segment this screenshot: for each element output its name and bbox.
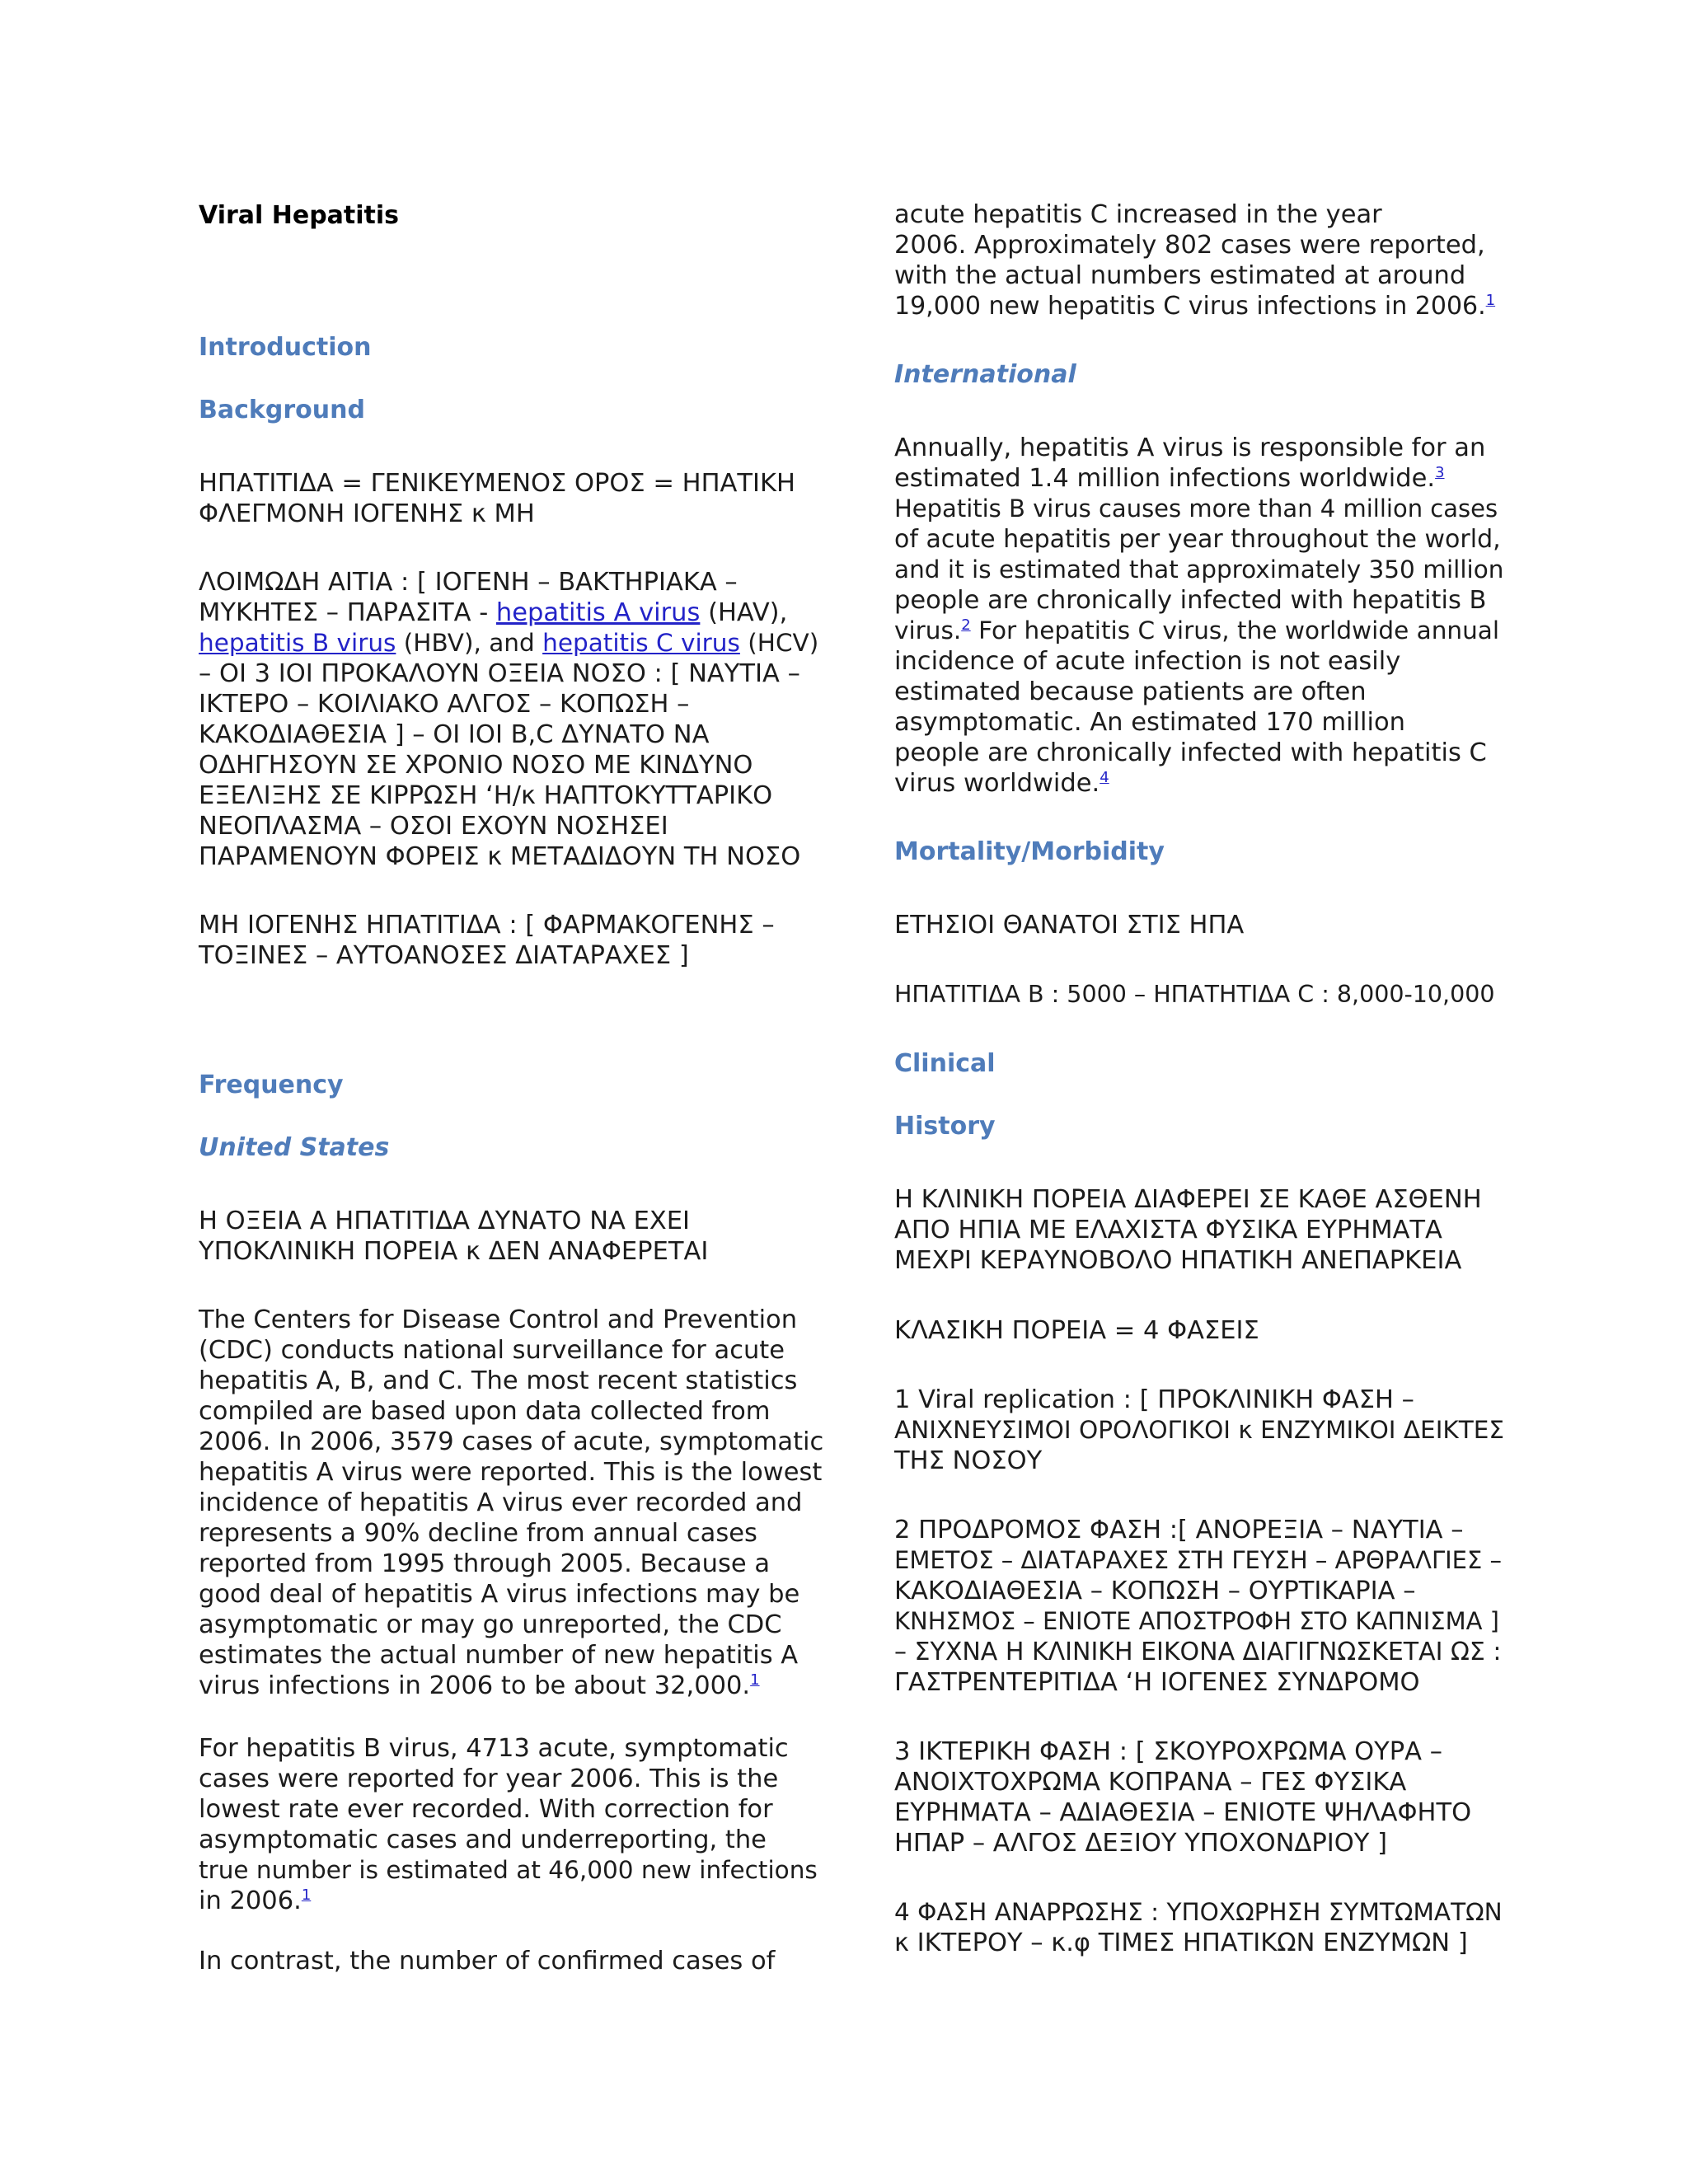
classic-course-line: ΚΛΑΣΙΚΗ ΠΟΡΕΙΑ = 4 ΦΑΣΕΙΣ [894,1316,1259,1345]
hbv-paragraph-line: lowest rate ever recorded. With correction for [199,1795,773,1824]
causes-line: ΕΞΕΛΙΞΗΣ ΣΕ ΚΙΡΡΩΣΗ ‘Η/κ ΗΑΠΤΟΚΥΤΤΑΡΙΚΟ [199,781,773,810]
link-hepatitis-a-virus[interactable]: hepatitis A virus [495,598,701,627]
phase-3-line: ΗΠΑΡ – ΑΛΓΟΣ ΔΕΞΙΟΥ ΥΠΟΧΟΝΔΡΙΟΥ ] [894,1829,1387,1858]
causes-line: – ΟΙ 3 ΙΟΙ ΠΡΟΚΑΛΟΥΝ ΟΞΕΙΑ ΝΟΣΟ : [ ΝΑΥΤΙΑ – [199,659,800,688]
contrast-line: In contrast, the number of confirmed cases of [199,1947,776,1975]
international-line: incidence of acute infection is not easily [894,647,1401,676]
deaths-line: ΕΤΗΣΙΟΙ ΘΑΝΑΤΟΙ ΣΤΙΣ ΗΠΑ [894,911,1245,940]
causes-line: hepatitis B virus (HBV), and hepatitis C virus (HCV) [199,629,819,657]
phase-1-line: 1 Viral replication : [ ΠΡΟΚΛΙΝΙΚΗ ΦΑΣΗ – [894,1385,1414,1414]
hcv-paragraph-line: 2006. Approximately 802 cases were reported, [894,231,1485,260]
hcv-paragraph-line: acute hepatitis C increased in the year [894,200,1382,229]
acute-hepatitis-line: Η ΟΞΕΙΑ Α ΗΠΑΤΙΤΙΔΑ ΔΥΝΑΤΟ ΝΑ ΕΧΕΙ [199,1207,691,1235]
phase-3-line: ΑΝΟΙΧΤΟΧΡΩΜΑ ΚΟΠΡΑΝΑ – ΓΕΣ ΦΥΣΙΚΑ [894,1768,1407,1797]
definition-line: ΗΠΑΤΙΤΙΔΑ = ΓΕΝΙΚΕΥΜΕΝΟΣ ΟΡΟΣ = ΗΠΑΤΙΚΗ [199,469,795,498]
footnote-link[interactable]: 3 [1435,463,1445,481]
causes-line: ΝΕΟΠΛΑΣΜΑ – ΟΣΟΙ ΕΧΟΥΝ ΝΟΣΗΣΕΙ [199,812,668,841]
deaths-line: ΗΠΑΤΙΤΙΔΑ Β : 5000 – ΗΠΑΤΗΤΙΔΑ C : 8,000-10,000 [894,981,1495,1008]
phase-3-line: ΕΥΡΗΜΑΤΑ – ΑΔΙΑΘΕΣΙΑ – ΕΝΙΟΤΕ ΨΗΛΑΦΗΤΟ [894,1798,1472,1827]
causes-line: ΠΑΡΑΜΕΝΟΥΝ ΦΟΡΕΙΣ κ ΜΕΤΑΔΙΔΟΥΝ ΤΗ ΝΟΣΟ [199,842,801,871]
heading-frequency: Frequency [199,1071,344,1099]
non-infectious-line: ΜΗ ΙΟΓΕΝΗΣ ΗΠΑΤΙΤΙΔΑ : [ ΦΑΡΜΑΚΟΓΕΝΗΣ – [199,911,775,940]
hbv-paragraph-line: For hepatitis B virus, 4713 acute, symptomatic [199,1734,789,1763]
cdc-paragraph-line: estimates the actual number of new hepatitis A [199,1641,799,1670]
hbv-paragraph-line: true number is estimated at 46,000 new infections [199,1856,818,1884]
cdc-paragraph-line: compiled are based upon data collected from [199,1397,771,1426]
hcv-paragraph-line: with the actual numbers estimated at around [894,261,1466,290]
document-title: Viral Hepatitis [199,201,400,230]
heading-united-states: United States [199,1133,390,1162]
phase-3-line: 3 ΙΚΤΕΡΙΚΗ ΦΑΣΗ : [ ΣΚΟΥΡΟΧΡΩΜΑ ΟΥΡΑ – [894,1737,1442,1766]
phase-2-line: – ΣΥΧΝΑ Η ΚΛΙΝΙΚΗ ΕΙΚΟΝΑ ΔΙΑΓΙΓΝΩΣΚΕΤΑΙ ΩΣ : [894,1638,1502,1666]
link-hepatitis-c-virus[interactable]: hepatitis C virus [542,629,740,657]
heading-international: International [894,360,1076,389]
phase-1-line: ΤΗΣ ΝΟΣΟΥ [894,1446,1043,1475]
clinical-course-line: ΜΕΧΡΙ ΚΕΡΑΥΝΟΒΟΛΟ ΗΠΑΤΙΚΗ ΑΝΕΠΑΡΚΕΙΑ [894,1246,1462,1275]
international-line: virus.$^2$ For hepatitis C virus, the worldwide annual [894,616,1500,644]
heading-clinical: Clinical [894,1049,996,1078]
footnote-link[interactable]: 4 [1100,768,1109,786]
phase-4-line: 4 ΦΑΣΗ ΑΝΑΡΡΩΣΗΣ : ΥΠΟΧΩΡΗΣΗ ΣΥΜΤΩΜΑΤΩΝ [894,1898,1503,1926]
causes-line: ΙΚΤΕΡΟ – ΚΟΙΛΙΑΚΟ ΑΛΓΟΣ – ΚΟΠΩΣΗ – [199,690,690,719]
causes-line: ΟΔΗΓΗΣΟΥΝ ΣΕ ΧΡΟΝΙΟ ΝΟΣΟ ΜΕ ΚΙΝΔΥΝΟ [199,751,753,780]
footnote-link[interactable]: 1 [1485,292,1496,309]
phase-1-line: ΑΝΙΧΝΕΥΣΙΜΟΙ ΟΡΟΛΟΓΙΚΟΙ κ ΕΝΖΥΜΙΚΟΙ ΔΕΙΚΤΕΣ [894,1416,1505,1444]
heading-mortality-morbidity: Mortality/Morbidity [894,837,1165,866]
non-infectious-line: ΤΟΞΙΝΕΣ – ΑΥΤΟΑΝΟΣΕΣ ΔΙΑΤΑΡΑΧΕΣ ] [199,941,689,970]
heading-history: History [894,1112,996,1141]
cdc-paragraph-line: represents a 90% decline from annual cases [199,1519,757,1548]
footnote-link[interactable]: 2 [961,616,971,635]
cdc-paragraph-line: good deal of hepatitis A virus infections may be [199,1580,800,1609]
phase-2-line: ΓΑΣΤΡΕΝΤΕΡΙΤΙΔΑ ‘Η ΙΟΓΕΝΕΣ ΣΥΝΔΡΟΜΟ [894,1668,1420,1697]
international-line: asymptomatic. An estimated 170 million [894,708,1405,737]
hbv-paragraph-line: in 2006.$^1$ [199,1886,312,1915]
cdc-paragraph-line: The Centers for Disease Control and Prevention [199,1305,798,1334]
hbv-paragraph-line: asymptomatic cases and underreporting, the [199,1825,767,1854]
phase-2-line: ΚΝΗΣΜΟΣ – ΕΝΙΟΤΕ ΑΠΟΣΤΡΟΦΗ ΣΤΟ ΚΑΠΝΙΣΜΑ ] [894,1607,1499,1635]
footnote-link[interactable]: 1 [750,1671,760,1689]
international-line: of acute hepatitis per year throughout the world, [894,525,1501,554]
cdc-paragraph-line: asymptomatic or may go unreported, the CDC [199,1610,782,1639]
cdc-paragraph-line: 2006. In 2006, 3579 cases of acute, symptomatic [199,1427,824,1456]
hcv-paragraph-line: 19,000 new hepatitis C virus infections in 2006.$^1$ [894,292,1496,321]
international-line: and it is estimated that approximately 350 million [894,555,1504,583]
acute-hepatitis-line: ΥΠΟΚΛΙΝΙΚΗ ΠΟΡΕΙΑ κ ΔΕΝ ΑΝΑΦΕΡΕΤΑΙ [199,1237,709,1266]
heading-background: Background [199,396,365,424]
international-line: people are chronically infected with hepatitis B [894,586,1487,615]
cdc-paragraph-line: incidence of hepatitis A virus ever recorded and [199,1488,803,1517]
link-hepatitis-b-virus[interactable]: hepatitis B virus [199,629,396,657]
cdc-paragraph-line: virus infections in 2006 to be about 32,000.$^1$ [199,1671,760,1700]
clinical-course-line: Η ΚΛΙΝΙΚΗ ΠΟΡΕΙΑ ΔΙΑΦΕΡΕΙ ΣΕ ΚΑΘΕ ΑΣΘΕΝΗ [894,1185,1482,1214]
cdc-paragraph-line: (CDC) conducts national surveillance for acute [199,1336,785,1365]
phase-4-line: κ ΙΚΤΕΡΟΥ – κ.φ ΤΙΜΕΣ ΗΠΑΤΙΚΩΝ ΕΝΖΥΜΩΝ ] [894,1929,1468,1957]
international-line: Hepatitis B virus causes more than 4 million cases [894,494,1498,523]
definition-line: ΦΛΕΓΜΟΝΗ ΙΟΓΕΝΗΣ κ ΜΗ [199,499,535,528]
causes-line: ΜΥΚΗΤΕΣ – ΠΑΡΑΣΙΤΑ - hepatitis A virus (HAV), [199,598,788,627]
footnote-link[interactable]: 1 [301,1886,312,1904]
causes-line: ΚΑΚΟΔΙΑΘΕΣΙΑ ] – ΟΙ ΙΟΙ Β,C ΔΥΝΑΤΟ ΝΑ [199,720,710,749]
cdc-paragraph-line: hepatitis A, B, and C. The most recent statistics [199,1366,798,1395]
clinical-course-line: ΑΠΟ ΗΠΙΑ ΜΕ ΕΛΑΧΙΣΤΑ ΦΥΣΙΚΑ ΕΥΡΗΜΑΤΑ [894,1216,1442,1244]
international-line: estimated because patients are often [894,677,1367,706]
heading-introduction: Introduction [199,333,372,362]
causes-line: ΛΟΙΜΩΔΗ ΑΙΤΙΑ : [ ΙΟΓΕΝΗ – ΒΑΚΤΗΡΙΑΚΑ – [199,568,738,597]
international-line: estimated 1.4 million infections worldwide.$^3$ [894,463,1445,493]
international-line: virus worldwide.$^4$ [894,768,1109,798]
phase-2-line: ΚΑΚΟΔΙΑΘΕΣΙΑ – ΚΟΠΩΣΗ – ΟΥΡΤΙΚΑΡΙΑ – [894,1577,1416,1605]
international-line: Annually, hepatitis A virus is responsible for an [894,434,1486,462]
phase-2-line: ΕΜΕΤΟΣ – ΔΙΑΤΑΡΑΧΕΣ ΣΤΗ ΓΕΥΣΗ – ΑΡΘΡΑΛΓΙΕΣ – [894,1546,1503,1574]
international-line: people are chronically infected with hepatitis C [894,738,1487,767]
hbv-paragraph-line: cases were reported for year 2006. This is the [199,1765,779,1793]
cdc-paragraph-line: hepatitis A virus were reported. This is the lowest [199,1458,823,1487]
cdc-paragraph-line: reported from 1995 through 2005. Because a [199,1549,771,1578]
phase-2-line: 2 ΠΡΟΔΡΟΜΟΣ ΦΑΣΗ :[ ΑΝΟΡΕΞΙΑ – ΝΑΥΤΙΑ – [894,1516,1464,1544]
